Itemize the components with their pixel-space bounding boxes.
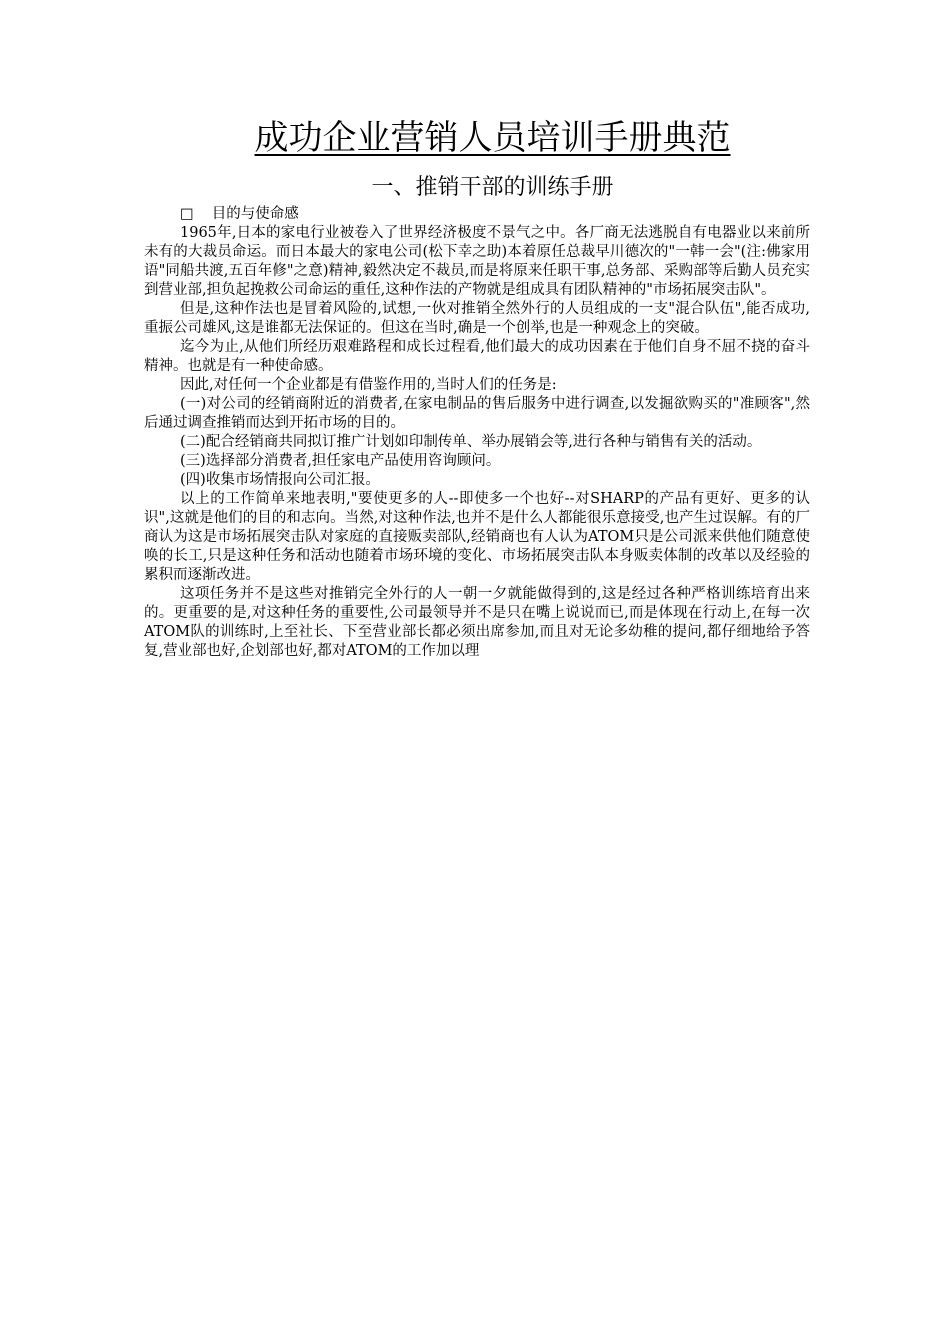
list-item: (一)对公司的经销商附近的消费者,在家电制品的售后服务中进行调查,以发掘欲购买的"准顾客",然后通过调查推销而达到开拓市场的目的。	[144, 396, 810, 431]
paragraph: 迄今为止,从他们所经历艰难路程和成长过程看,他们最大的成功因素在于他们自身不屈不挠的奋斗精神。也就是有一种使命感。	[144, 339, 810, 374]
section-heading-text: 目的与使命感	[211, 206, 299, 222]
list-item: (三)选择部分消费者,担任家电产品使用咨询顾问。	[180, 453, 501, 469]
paragraph: 以上的工作简单来地表明,"要使更多的人--即使多一个也好--对SHARP的产品有更好、更多的认识",这就是他们的目的和志向。当然,对这种作法,也并不是什么人都能很乐意接受,也产生过误解。有的厂商认为这是市场拓展突击队对家庭的直接贩卖部队,经销商也有人认为ATOM只是公司派来供他们随意使唤的长工,只是这种任务和活动也随着市场环境的变化、市场拓展突击队本身贩卖体制的改革以及经验的累积而逐渐改进。	[144, 491, 810, 583]
paragraph: 但是,这种作法也是冒着风险的,试想,一伙对推销全然外行的人员组成的一支"混合队伍",能否成功,重振公司雄风,这是谁都无法保证的。但这在当时,确是一个创举,也是一种观念上的突破。	[144, 301, 810, 336]
section-title: 一、推销干部的训练手册	[371, 175, 614, 200]
list-item: (二)配合经销商共同拟订推广计划如印制传单、举办展销会等,进行各种与销售有关的活动。	[180, 434, 762, 450]
checkbox-bullet-icon: □	[180, 206, 194, 222]
list-item: (四)收集市场情报向公司汇报。	[180, 472, 380, 488]
document-body	[144, 205, 810, 661]
paragraph: 1965年,日本的家电行业被卷入了世界经济极度不景气之中。各厂商无法逃脱自有电器业以来前所未有的大裁员命运。而日本最大的家电公司(松下幸之助)本着原任总裁早川德次的"一韩一会"(注:佛家用语"同船共渡,五百年修"之意)精神,毅然决定不裁员,而是将原来任职干事,总务部、采购部等后勤人员充实到营业部,担负起挽救公司命运的重任,这种作法的产物就是组成具有团队精神的"市场拓展突击队"。	[144, 225, 810, 298]
paragraph: 因此,对任何一个企业都是有借鉴作用的,当时人们的任务是:	[180, 377, 557, 393]
section-heading	[144, 205, 810, 224]
document-title: 成功企业营销人员培训手册典范	[254, 118, 731, 158]
paragraph: 这项任务并不是这些对推销完全外行的人一朝一夕就能做得到的,这是经过各种严格训练培育出来的。更重要的是,对这种任务的重要性,公司最领导并不是只在嘴上说说而已,而是体现在行动上,在每一次ATOM队的训练时,上至社长、下至营业部长都必须出席参加,而且对无论多幼稚的提问,都仔细地给予答复,营业部也好,企划部也好,都对ATOM的工作加以理	[144, 586, 810, 659]
